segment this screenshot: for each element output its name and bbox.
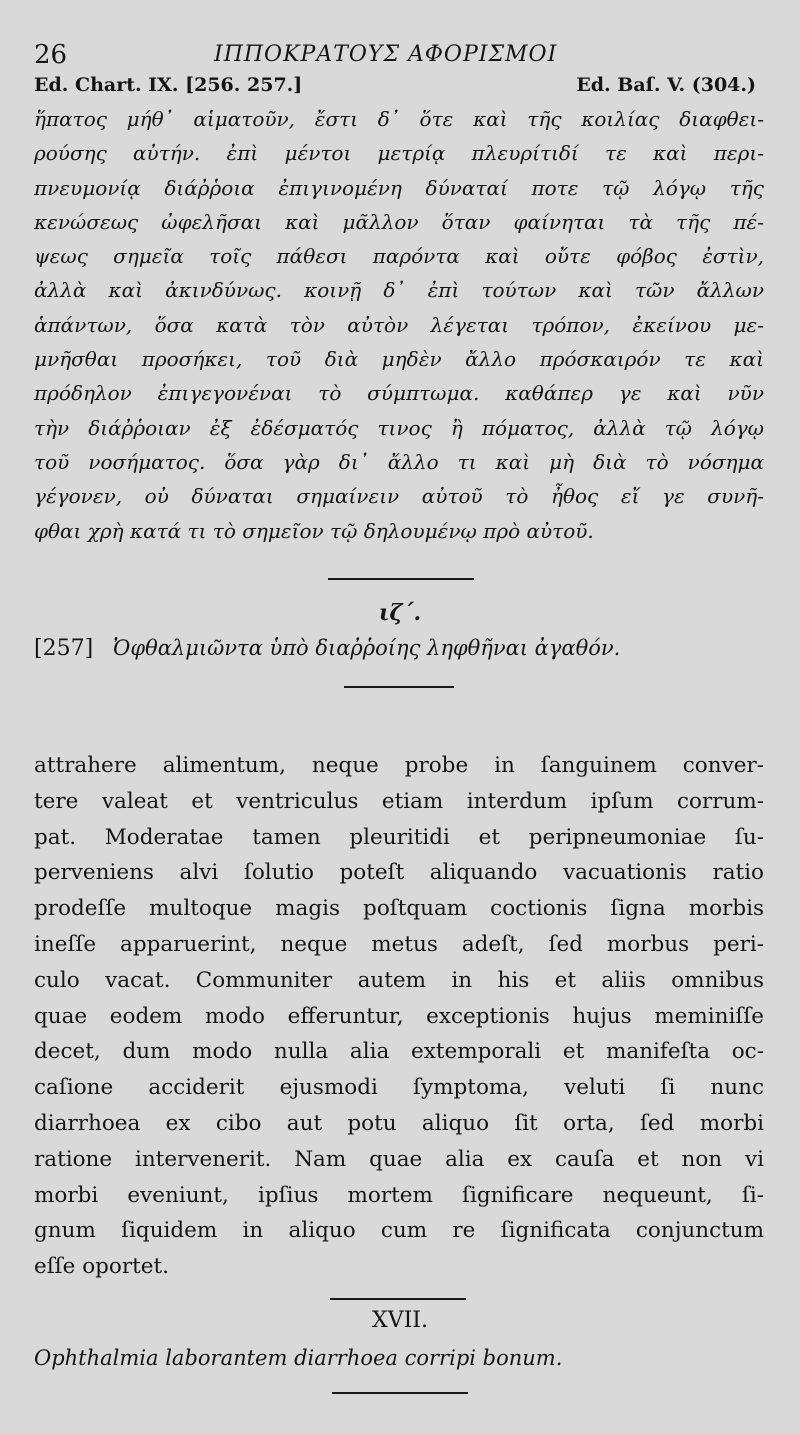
section-divider	[332, 1392, 468, 1394]
latin-line: pat. Moderatae tamen pleuritidi et peripneumoniae ſu-	[34, 824, 764, 850]
greek-line: πνευμονίᾳ διάῤῥοια ἐπιγινομένη δύναταί ποτε τῷ λόγῳ τῆς	[34, 175, 764, 200]
greek-line: ἁπάντων, ὅσα κατὰ τὸν αὐτὸν λέγεται τρόπον, ἐκείνου με-	[34, 312, 764, 337]
page-number: 26	[34, 40, 68, 70]
running-title: ΙΠΠΟΚΡΑΤΟΥΣ ΑΦΟΡΙΣΜΟΙ	[214, 42, 558, 67]
greek-line: ρούσης αὐτήν. ἐπὶ μέντοι μετρίᾳ πλευρίτιδί τε καὶ περι-	[34, 141, 764, 166]
latin-line: eſſe oportet.	[34, 1254, 169, 1280]
greek-line: μνῆσθαι προσήκει, τοῦ διὰ μηδὲν ἄλλο πρόσκαιρόν τε καὶ	[34, 347, 764, 372]
edition-chartier: Ed. Chart. IX. [256. 257.]	[34, 74, 303, 96]
section-divider	[344, 686, 454, 688]
latin-line: caſione acciderit ejusmodi ſymptoma, veluti ſi nunc	[34, 1075, 764, 1101]
latin-line: perveniens alvi ſolutio poteſt aliquando vacuationis ratio	[34, 860, 764, 886]
edition-line	[34, 74, 756, 100]
greek-line: τοῦ νοσήματος. ὅσα γὰρ δι᾽ ἄλλο τι καὶ μὴ διὰ τὸ νόσημα	[34, 449, 764, 474]
latin-line: attrahere alimentum, neque probe in ſanguinem conver-	[34, 753, 764, 778]
section-divider	[330, 1298, 466, 1300]
greek-aphorism-number: ιζ΄.	[378, 600, 422, 626]
greek-line: πρόδηλον ἐπιγεγονέναι τὸ σύμπτωμα. καθάπερ γε καὶ νῦν	[34, 381, 764, 406]
greek-line: ἥπατος μήθ᾽ αἱματοῦν, ἔστι δ᾽ ὅτε καὶ τῆς κοιλίας διαφθει-	[34, 107, 764, 131]
latin-aphorism-number: XVII.	[372, 1308, 428, 1333]
latin-line: diarrhoea ex cibo aut potu aliquo ſit orta, ſed morbi	[34, 1110, 764, 1136]
greek-line: κενώσεως ὠφελῆσαι καὶ μᾶλλον ὅταν φαίνηται τὰ τῆς πέ-	[34, 209, 764, 234]
latin-line: quae eodem modo efferuntur, exceptionis hujus meminiſſe	[34, 1003, 764, 1029]
latin-line: morbi eveniunt, ipſius mortem ſignificare nequeunt, ſi-	[34, 1182, 764, 1208]
latin-line: tere valeat et ventriculus etiam interdum ipſum corrum-	[34, 788, 764, 814]
edition-basel: Ed. Baſ. V. (304.)	[576, 74, 756, 96]
greek-line: φθαι χρὴ κατά τι τὸ σημεῖον τῷ δηλουμένῳ πρὸ αὐτοῦ.	[34, 518, 594, 543]
greek-line: ψεως σημεῖα τοῖς πάθεσι παρόντα καὶ οὔτε φόβος ἐστὶν,	[34, 244, 764, 269]
latin-line: ineſſe apparuerint, neque metus adeſt, ſed morbus peri-	[34, 931, 764, 957]
page-header	[34, 40, 756, 74]
latin-text-block	[34, 748, 764, 1285]
greek-line: γέγονεν, οὐ δύναται σημαίνειν αὐτοῦ τὸ ἦθος εἴ γε συνῆ-	[34, 484, 764, 509]
section-divider	[328, 578, 474, 580]
latin-line: prodeſſe multoque magis poſtquam coctionis ſigna morbis	[34, 896, 764, 922]
greek-aphorism-text: Ὀφθαλμιῶντα ὑπὸ διαῤῥοίης ληφθῆναι ἀγαθόν.	[113, 636, 621, 660]
latin-line: culo vacat. Communiter autem in his et aliis omnibus	[34, 967, 764, 993]
greek-aphorism	[34, 636, 620, 661]
latin-aphorism-text: Ophthalmia laborantem diarrhoea corripi bonum.	[34, 1346, 563, 1370]
latin-line: ratione intervenerit. Nam quae alia ex cauſa et non vi	[34, 1146, 764, 1172]
greek-line: ἀλλὰ καὶ ἀκινδύνως. κοινῇ δ᾽ ἐπὶ τούτων καὶ τῶν ἄλλων	[34, 278, 764, 303]
greek-line: τὴν διάῤῥοιαν ἐξ ἐδέσματός τινος ἢ πόματος, ἀλλὰ τῷ λόγῳ	[34, 415, 764, 440]
aphorism-page-reference: [257]	[34, 636, 94, 661]
greek-text-block	[34, 102, 764, 548]
latin-line: decet, dum modo nulla alia extemporali et manifeſta oc-	[34, 1039, 764, 1065]
latin-line: gnum ſiquidem in aliquo cum re ſignificata conjunctum	[34, 1218, 764, 1244]
